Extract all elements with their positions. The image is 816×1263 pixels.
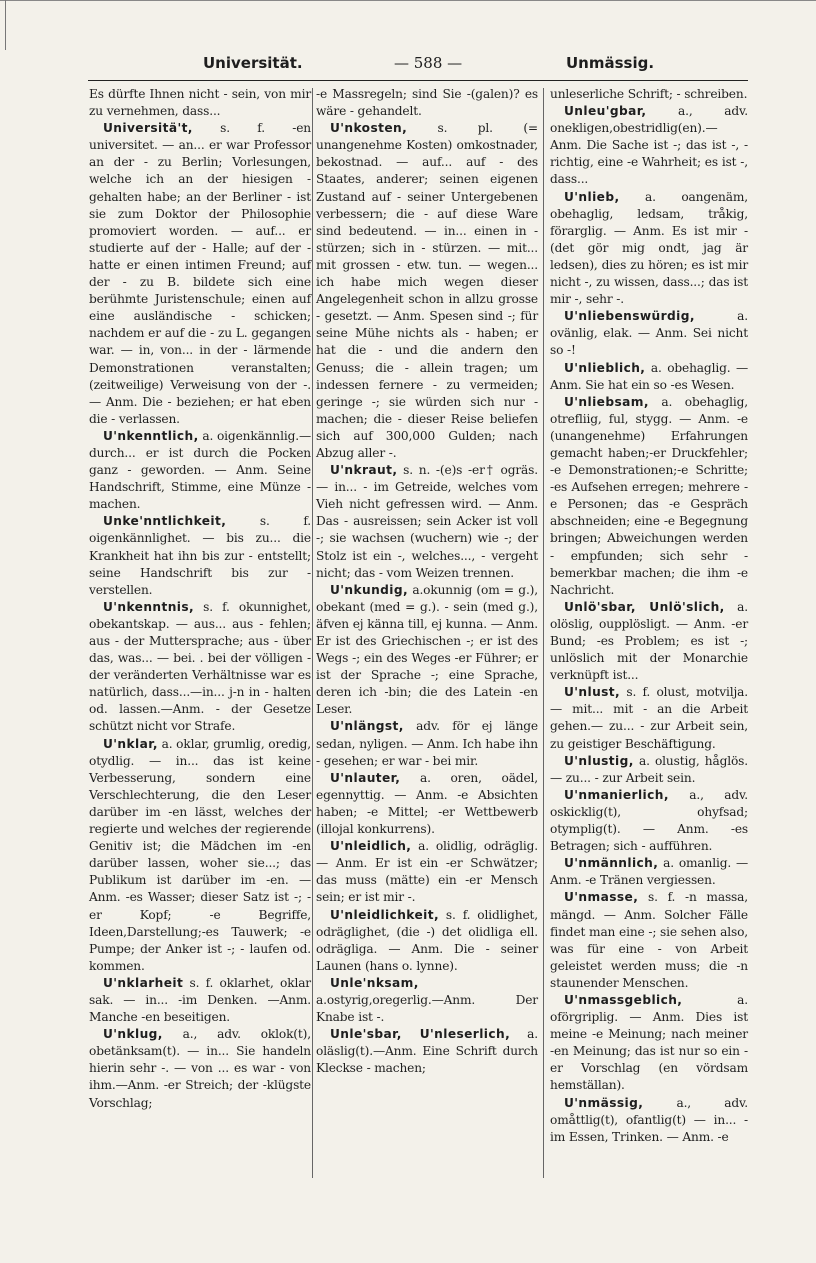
entry-continuation xyxy=(89,86,311,120)
page-left-edge xyxy=(5,0,6,50)
dictionary-entry xyxy=(550,889,748,992)
dictionary-entry xyxy=(550,189,748,309)
headword: U'nmännlich, xyxy=(564,856,659,871)
dictionary-entry xyxy=(316,1026,538,1077)
entry-text: a. obehaglig, otrefliig, ful, stygg. — Anm. -e (unangenehme) Erfahrungen gemacht haben;-er Druckfehler; -e Demonstrationen;-e Schritte; -es Aufsehen erregen; mehrere -e Personen; das -e Gespräch abschneiden; eine -e Begegnung bringen; Abweichungen werden - empfunden; sich sehr - bemerkbar machen; die ihm -e Nachricht. xyxy=(550,394,748,597)
dictionary-entry xyxy=(89,736,311,975)
entry-continuation xyxy=(316,86,538,120)
entry-text: a. olöslig, oupplösligt. — Anm. -er Bund; -es Problem; es ist -; unlöslich mit der Monarchie verknüpft ist... xyxy=(550,599,748,683)
entry-text: Es dürfte Ihnen nicht - sein, von mir zu vernehmen, dass... xyxy=(89,87,311,119)
entry-text: s. f. oigenkännlighet. — bis zu... die Krankheit hat ihn bis zur - entstellt; seine Handschrift bis zur - verstellen. xyxy=(89,514,311,597)
dictionary-entry xyxy=(550,787,748,855)
column-divider-2 xyxy=(543,88,544,1178)
headword: U'nlieb, xyxy=(564,189,620,204)
dictionary-entry xyxy=(89,428,311,513)
dictionary-entry xyxy=(316,582,538,719)
running-header xyxy=(88,48,743,82)
entry-text: a., adv. onekligen,obestridlig(en).— Anm. Die Sache ist -; das ist -, - richtig, eine -e Wahrheit; es ist -, dass... xyxy=(550,104,748,187)
entry-text: s. f. -n massa, mängd. — Anm. Solcher Fälle findet man eine -; sie sehen also, was für eine - von Arbeit geleistet werden muss; die -n staunender Menschen. xyxy=(550,890,748,990)
headword: U'nmassgeblich, xyxy=(564,992,683,1007)
entry-text: s. n. -(e)s -er† ogräs. — in... - im Getreide, welches vom Vieh nicht gefressen wird. — Anm. Das - ausreissen; sein Acker ist voll -; sie wachsen (wuchern) wie -; der Stolz ist ein -, welches..., - vergeht nicht; das - vom Weizen trennen. xyxy=(316,463,538,580)
headword: U'nkraut, xyxy=(330,463,398,478)
headword: U'nleidlichkeit, xyxy=(330,907,439,922)
entry-text: a. ovänlig, elak. — Anm. Sei nicht so -! xyxy=(550,309,748,358)
headword: U'nlängst, xyxy=(330,719,404,734)
dictionary-entry xyxy=(550,855,748,889)
entry-text: unleserliche Schrift; - schreiben. xyxy=(550,87,748,101)
headword: U'nklug, xyxy=(103,1027,163,1042)
entry-text: s. f. olust, motvilja. — mit... mit - an die Arbeit gehen.— zu... - zur Arbeit sein, zu geistiger Beschäftigung. xyxy=(550,685,748,751)
headword: U'nkenntnis, xyxy=(103,599,195,614)
dictionary-entry xyxy=(550,992,748,1095)
entry-text: a., adv. omåttlig(t), ofantlig(t) — in... - im Essen, Trinken. — Anm. -e xyxy=(550,1095,748,1144)
header-right-guide-word: Unmässig. xyxy=(566,54,655,72)
dictionary-entry xyxy=(550,1095,748,1146)
entry-text: s. pl. (= unangenehme Kosten) omkostnader, bekostnad. — auf... auf - des Staates, anderer; seinen eigenen Zustand auf - seiner Untergebenen verbessern; die - auf diese Ware sind bedeutend. — in... einen in - stürzen; sich in - stürzen. — mit... mit grossen - etw. tun. — wegen... ich habe mich wegen dieser Angelegenheit schon in allzu grosse - gesetzt. — Anm. Spesen sind -; für seine Mühe nichts als - haben; er hat die - und die andern den Genuss; die - allein tragen; um indessen fernere - zu vermeiden; geringe -; sie würden sich nur - machen; die - dieser Reise beliefen sich auf 300,000 Gulden; nach Abzug aller -. xyxy=(316,121,538,460)
dictionary-entry xyxy=(550,360,748,394)
dictionary-entry xyxy=(550,394,748,599)
column-2 xyxy=(316,86,538,1077)
column-divider-1 xyxy=(312,88,313,1178)
headword: U'nklarheit xyxy=(103,975,184,990)
entry-text: a. obehaglig. — Anm. Sie hat ein so -es Wesen. xyxy=(550,360,748,392)
entry-text: adv. för ej länge sedan, nyligen. — Anm. Ich habe ihn - gesehen; er war - bei mir. xyxy=(316,719,538,768)
headword: U'nmässig, xyxy=(564,1095,644,1110)
dictionary-entry xyxy=(316,120,538,462)
entry-text: s. f. -en universitet. — an... er war Professor an der - zu Berlin; Vorlesungen, welche ich an der hiesigen - gehalten habe; an der Berliner - ist sie zum Doktor der Philosophie promoviert worden. — auf... er studierte auf der - Halle; auf der - hatte er einen intimen Freund; auf der - zu B. bildete sich eine berühmte Juristenschule; einen auf eine ausländische - schicken; nachdem er auf die - zu L. gegangen war. — in, von... in der - lärmende Demonstrationen veranstalten; (zeitweilige) Verweisung von der -. — Anm. Die - beziehen; er hat eben die - verlassen. xyxy=(89,121,311,426)
dictionary-entry xyxy=(316,462,538,582)
headword: Unlö'sbar, Unlö'slich, xyxy=(564,599,725,614)
header-left-guide-word: Universität. xyxy=(203,54,303,72)
entry-text: s. f. oklarhet, oklar sak. — in... -im Denken. —Anm. Manche -en beseitigen. xyxy=(89,975,311,1025)
dictionary-entry xyxy=(89,599,311,736)
header-rule xyxy=(88,80,748,81)
dictionary-entry xyxy=(316,838,538,906)
page-number: — 588 — xyxy=(394,54,463,72)
headword: U'nlustig, xyxy=(564,753,634,768)
headword: U'nkundig, xyxy=(330,582,409,597)
dictionary-entry xyxy=(550,599,748,684)
entry-text: a. omanlig. — Anm. -e Tränen vergiessen. xyxy=(550,856,748,888)
column-1 xyxy=(89,86,311,1112)
headword: U'nlauter, xyxy=(330,770,401,785)
dictionary-entry xyxy=(550,753,748,787)
entry-text: a. olustig, håglös. — zu... - zur Arbeit sein. xyxy=(550,753,748,785)
headword: U'nlust, xyxy=(564,685,621,700)
headword: U'nkosten, xyxy=(330,121,408,136)
dictionary-entry xyxy=(316,907,538,975)
entry-continuation xyxy=(550,86,748,103)
entry-text: a., adv. oklok(t), obetänksam(t). — in... Sie handeln hierin sehr -. — von ... es war - von ihm.—Anm. -er Streich; der -klügste Vorschlag; xyxy=(89,1027,311,1110)
headword: U'nlieblich, xyxy=(564,360,646,375)
headword: U'nliebenswürdig, xyxy=(564,309,695,324)
entry-text: a. oförgriplig. — Anm. Dies ist meine -e Meinung; nach meiner -en Meinung; das ist nur so ein -er Vorschlag (en vördsam hemställan). xyxy=(550,992,748,1093)
page-top-edge xyxy=(0,0,816,9)
dictionary-entry xyxy=(316,718,538,769)
dictionary-entry xyxy=(550,684,748,752)
entry-text: a. oangenäm, obehaglig, ledsam, tråkig, förarglig. — Anm. Es ist mir - (det gör mig ondt, jag är ledsen), dies zu hören; es ist mir nicht -, zu wissen, dass...; das ist mir -, sehr -. xyxy=(550,189,748,307)
entry-text: a., adv. oskicklig(t), ohyfsad; otymplig(t). — Anm. -es Betragen; sich - aufführen. xyxy=(550,787,748,854)
headword: Unleu'gbar, xyxy=(564,104,647,119)
entry-text: a. olidlig, odräglig. — Anm. Er ist ein -er Schwätzer; das muss (mätte) ein -er Mensch sein; er ist mir -. xyxy=(316,839,538,905)
headword: U'nmasse, xyxy=(564,890,639,905)
entry-text: a. oklar, grumlig, oredig, otydlig. — in... das ist keine Verbesserung, sondern eine Verschlechterung, die den Leser darüber im -en lässt, welches der regierte und welches der regierende Genitiv ist; die Mädchen im -en darüber lassen, woher sie...; das Publikum ist darüber im -en. — Anm. -es Wasser; dieser Satz ist -; -er Kopf; -e Begriffe, Ideen,Darstellung;-es Tauwerk; -e Pumpe; der Anker ist -; - laufen od. kommen. xyxy=(89,736,312,973)
column-3 xyxy=(550,86,748,1146)
headword: Unle'nksam, xyxy=(330,975,419,990)
entry-text: a. oigenkännlig.— durch... er ist durch die Pocken ganz - geworden. — Anm. Seine Handschrift, Stimme, eine Münze - machen. xyxy=(89,428,311,512)
headword: Universitä't, xyxy=(103,121,193,136)
dictionary-entry xyxy=(550,103,748,188)
dictionary-entry xyxy=(89,513,311,598)
entry-text: a. oren, oädel, egennyttig. — Anm. -e Absichten haben; -e Mittel; -er Wettbewerb (illojal konkurrens). xyxy=(316,770,538,837)
dictionary-entry xyxy=(89,120,311,428)
headword: U'nmanierlich, xyxy=(564,787,669,802)
dictionary-entry xyxy=(316,770,538,838)
headword: U'nliebsam, xyxy=(564,394,649,409)
headword: U'nkenntlich, xyxy=(103,428,199,443)
entry-text: s. f. okunnighet, obekantskap. — aus... aus - fehlen; aus - der Muttersprache; aus - über das, was... — bei. . bei der völligen - der veränderten Verhältnisse war es natürlich, dass...—in... j-n in - halten od. lassen.—Anm. - der Gesetze schützt nicht vor Strafe. xyxy=(89,599,311,734)
dictionary-entry xyxy=(550,308,748,359)
entry-text: a.ostyrig,oregerlig.—Anm. Der Knabe ist -. xyxy=(316,992,538,1025)
entry-text: s. f. olidlighet, odräglighet, (die -) det olidliga ell. odrägliga. — Anm. Die - seiner Launen (hans o. lynne). xyxy=(316,907,538,973)
headword: Unke'nntlichkeit, xyxy=(103,514,227,529)
headword: Unle'sbar, U'nleserlich, xyxy=(330,1027,511,1042)
headword: U'nleidlich, xyxy=(330,839,412,854)
entry-text: a. oläslig(t).—Anm. Eine Schrift durch Kleckse - machen; xyxy=(316,1027,538,1076)
dictionary-entry xyxy=(89,1026,311,1111)
headword: U'nklar, xyxy=(103,736,158,751)
entry-text: -e Massregeln; sind Sie -(galen)? es wäre - gehandelt. xyxy=(316,87,538,119)
dictionary-entry xyxy=(89,975,311,1026)
entry-text: a.okunnig (om = g.), obekant (med = g.). - sein (med g.), äfven ej känna till, ej kunna. — Anm. Er ist des Griechischen -; er ist des Wegs -; ein des Weges -er Führer; er ist der Sprache -; eine Sprache, deren ich -bin; die des Latein -en Leser. xyxy=(316,582,538,717)
dictionary-entry xyxy=(316,975,538,1026)
